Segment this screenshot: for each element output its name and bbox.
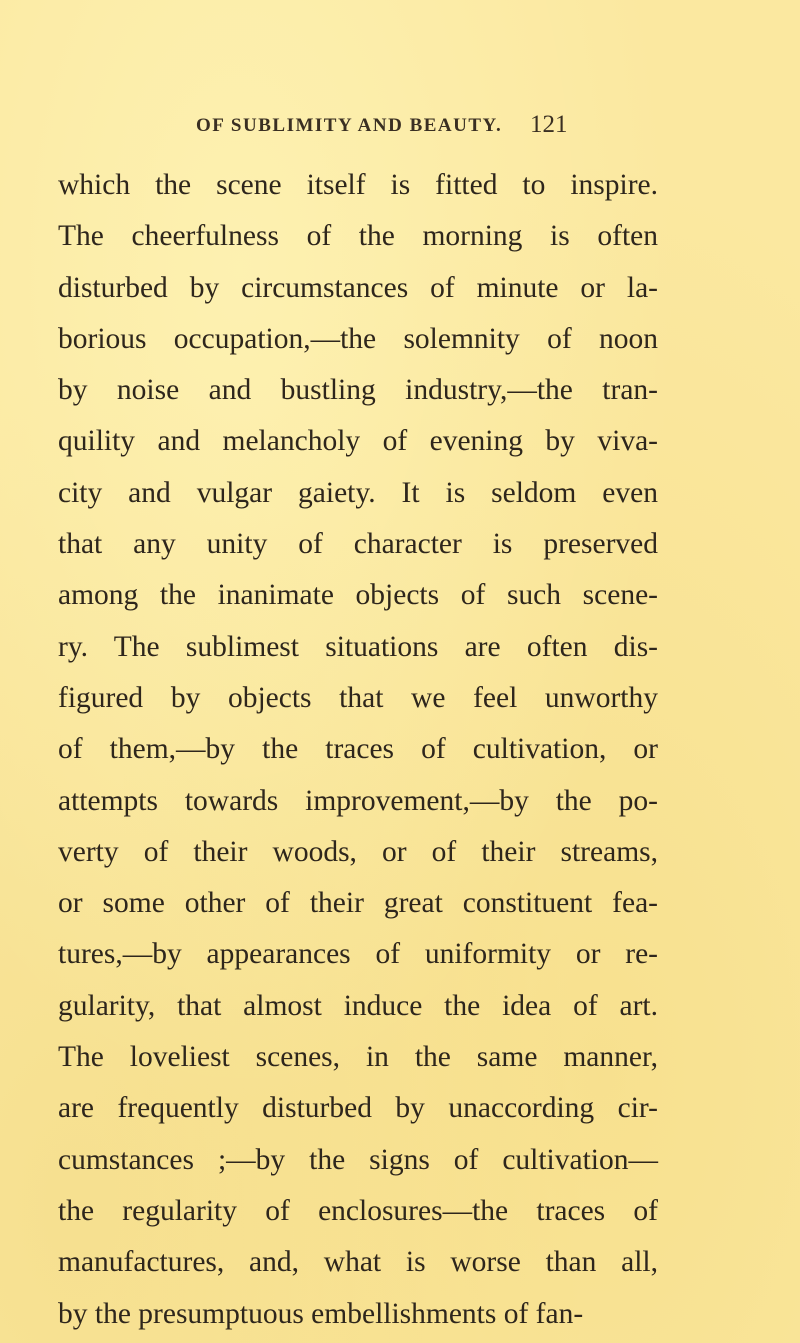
text-line: among the inanimate objects of such scene-: [58, 579, 658, 612]
text-line: The cheerfulness of the morning is often: [58, 220, 658, 253]
text-line: tures,—by appearances of uniformity or re-: [58, 938, 658, 971]
text-line: The loveliest scenes, in the same manner,: [58, 1041, 658, 1074]
text-line: that any unity of character is preserved: [58, 528, 658, 561]
text-line: by the presumptuous embellishments of fan-: [58, 1297, 584, 1330]
text-line: manufactures, and, what is worse than all,: [58, 1246, 658, 1279]
text-line: city and vulgar gaiety. It is seldom even: [58, 476, 658, 509]
text-line: attempts towards improvement,—by the po-: [58, 784, 658, 817]
text-line: by noise and bustling industry,—the tran-: [58, 374, 658, 407]
text-line: or some other of their great constituent fea-: [58, 887, 658, 920]
text-line: disturbed by circumstances of minute or la-: [58, 271, 658, 304]
page-number: 121: [530, 111, 568, 138]
running-head: OF SUBLIMITY AND BEAUTY.: [196, 115, 503, 136]
text-line: quility and melancholy of evening by viva-: [58, 425, 658, 458]
body-text: [58, 160, 658, 1340]
text-line: verty of their woods, or of their streams,: [58, 835, 658, 868]
text-line: ry. The sublimest situations are often dis-: [58, 630, 658, 663]
text-line: the regularity of enclosures—the traces of: [58, 1194, 658, 1227]
text-line: cumstances ;—by the signs of cultivation—: [58, 1143, 658, 1176]
text-line: of them,—by the traces of cultivation, or: [58, 733, 658, 766]
text-line: which the scene itself is fitted to inspire.: [58, 169, 658, 201]
text-line: figured by objects that we feel unworthy: [58, 681, 658, 714]
text-line: are frequently disturbed by unaccording cir-: [58, 1092, 658, 1125]
text-line: gularity, that almost induce the idea of art.: [58, 989, 658, 1022]
text-line: borious occupation,—the solemnity of noon: [58, 322, 658, 355]
page-header: [0, 111, 800, 145]
